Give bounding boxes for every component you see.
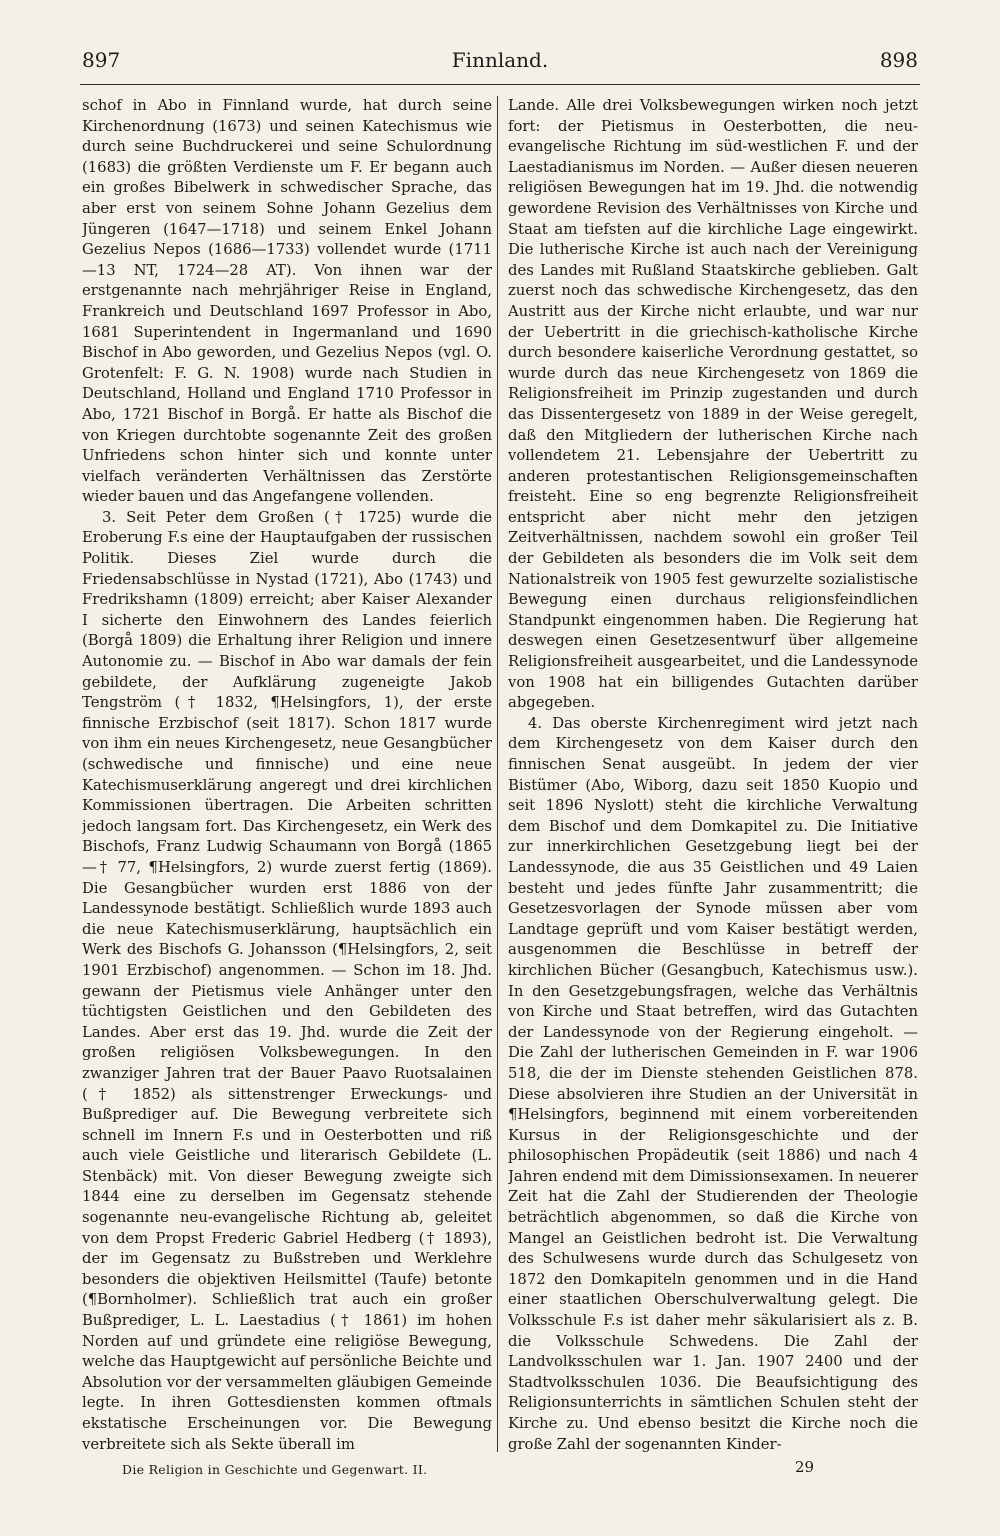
paragraph: Lande. Alle drei Volksbewegungen wirken noch jetzt fort: der Pietismus in Oesterbotten, die neu-evangelische Richtung im süd-westlichen F. und der Laestadianismus im Norden. — Außer diesen neueren religiösen Bewegungen hat im 19. Jhd. die notwendig gewordene Revision des Verhältnisses von Kirche und Staat am tiefsten auf die kirchliche Lage eingewirkt. Die lutherische Kirche ist auch nach der Vereinigung des Landes mit Rußland Staatskirche geblieben. Galt zuerst noch das schwedische Kirchengesetz, das den Austritt aus der Kirche nicht erlaubte, und war nur der Uebertritt in die griechisch-katholische Kirche durch besondere kaiserliche Verordnung gestattet, so wurde durch das neue Kirchengesetz von 1869 die Religionsfreiheit im Prinzip zugestanden und durch das Dissentergesetz von 1889 in der Weise geregelt, daß den Mitgliedern der lutherischen Kirche nach vollendetem 21. Lebensjahre der Uebertritt zu anderen protestantischen Religionsgemeinschaften freisteht. Eine so eng begrenzte Religionsfreiheit entspricht aber nicht mehr den jetzigen Zeitverhältnissen, nachdem sowohl ein großer Teil der Gebildeten als besonders die im Volk seit dem Nationalstreik von 1905 fest gewurzelte sozialistische Bewegung einen durchaus religionsfeindlichen Standpunkt eingenommen haben. Die Regierung hat deswegen einen Gesetzesentwurf über allgemeine Religionsfreiheit ausgearbeitet, und die Landessynode von 1908 hat ein billigendes Gutachten darüber abgegeben. [508, 97, 918, 712]
page-number-left: 897 [82, 48, 121, 72]
paragraph: schof in Abo in Finnland wurde, hat durch seine Kirchenordnung (1673) und seinen Katechismus wie durch seine Buchdruckerei und seine Schulordnung (1683) die größten Verdienste um F. Er begann auch ein großes Bibelwerk in schwedischer Sprache, das aber erst von seinem Sohne Johann Gezelius dem Jüngeren (1647—1718) und seinem Enkel Johann Gezelius Nepos (1686—1733) vollendet wurde (1711—13 NT, 1724—28 AT). Von ihnen war der erstgenannte nach mehrjähriger Reise in England, Frankreich und Deutschland 1697 Professor in Abo, 1681 Superintendent in Ingermanland und 1690 Bischof in Abo geworden, und Gezelius Nepos (vgl. O. Grotenfelt: F. G. N. 1908) wurde nach Studien in Deutschland, Holland und England 1710 Professor in Abo, 1721 Bischof in Borgå. Er hatte als Bischof die von Kriegen durchtobte sogenannte Zeit des großen Unfriedens schon hinter sich und konnte unter vielfach veränderten Verhältnissen das Zerstörte wieder bauen und das Angefangene vollenden. [82, 97, 492, 506]
signature-mark: 29 [795, 1458, 815, 1476]
left-column [82, 96, 492, 1454]
paragraph: 3. Seit Peter dem Großen († 1725) wurde die Eroberung F.s eine der Hauptaufgaben der russischen Politik. Dieses Ziel wurde durch die Friedensabschlüsse in Nystad (1721), Abo (1743) und Fredrikshamn (1809) erreicht; aber Kaiser Alexander I sicherte den Einwohnern des Landes feierlich (Borgå 1809) die Erhaltung ihrer Religion und innere Autonomie zu. — Bischof in Abo war damals der fein gebildete, der Aufklärung zugeneigte Jakob Tengström († 1832, ¶Helsingfors, 1), der erste finnische Erzbischof (seit 1817). Schon 1817 wurde von ihm ein neues Kirchengesetz, neue Gesangbücher (schwedische und finnische) und eine neue Katechismuserklärung angeregt und drei kirchlichen Kommissionen übertragen. Die Arbeiten schritten jedoch langsam fort. Das Kirchengesetz, ein Werk des Bischofs, Franz Ludwig Schaumann von Borgå (1865 —† 77, ¶Helsingfors, 2) wurde zuerst fertig (1869). Die Gesangbücher wurden erst 1886 von der Landessynode bestätigt. Schließlich wurde 1893 auch die neue Katechismuserklärung, hauptsächlich ein Werk des Bischofs G. Johansson (¶Helsingfors, 2, seit 1901 Erzbischof) angenommen. — Schon im 18. Jhd. gewann der Pietismus viele Anhänger unter den tüchtigsten Geistlichen und den Gebildeten des Landes. Aber erst das 19. Jhd. wurde die Zeit der großen religiösen Volksbewegungen. In den zwanziger Jahren trat der Bauer Paavo Ruotsalainen († 1852) als sittenstrenger Erweckungs- und Bußprediger auf. Die Bewegung verbreitete sich schnell im Innern F.s und in Oesterbotten und riß auch viele Geistliche und literarisch Gebildete (L. Stenbäck) mit. Von dieser Bewegung zweigte sich 1844 eine zu derselben im Gegensatz stehende sogenannte neu-evangelische Richtung ab, geleitet von dem Propst Frederic Gabriel Hedberg († 1893), der im Gegensatz zu Bußstreben und Werklehre besonders die objektiven Heilsmittel (Taufe) betonte (¶Bornholmer). Schließlich trat auch ein großer Bußprediger, L. L. Laestadius († 1861) im hohen Norden auf und gründete eine religiöse Bewegung, welche das Hauptgewicht auf persönliche Beichte und Absolution vor der versammelten gläubigen Gemeinde legte. In ihren Gottesdiensten kommen oftmals ekstatische Erscheinungen vor. Die Bewegung verbreitete sich als Sekte überall im [82, 508, 492, 1453]
header-rule [80, 84, 920, 85]
footer-book-title: Die Religion in Geschichte und Gegenwart. II. [122, 1462, 428, 1477]
running-title: Finnland. [451, 48, 549, 72]
running-header [82, 48, 918, 80]
paragraph: 4. Das oberste Kirchenregiment wird jetzt nach dem Kirchengesetz von dem Kaiser durch den finnischen Senat ausgeübt. In jedem der vier Bistümer (Abo, Wiborg, dazu seit 1850 Kuopio und seit 1896 Nyslott) steht die kirchliche Verwaltung dem Bischof und dem Domkapitel zu. Die Initiative zur innerkirchlichen Gesetzgebung liegt bei der Landessynode, die aus 35 Geistlichen und 49 Laien besteht und jedes fünfte Jahr zusammentritt; die Gesetzesvorlagen der Synode müssen aber vom Landtage geprüft und vom Kaiser bestätigt werden, ausgenommen die Beschlüsse in betreff der kirchlichen Bücher (Gesangbuch, Katechismus usw.). In den Gesetzgebungsfragen, welche das Verhältnis von Kirche und Staat betreffen, wird das Gutachten der Landessynode von der Regierung eingeholt. — Die Zahl der lutherischen Gemeinden in F. war 1906 518, die der im Dienste stehenden Geistlichen 878. Diese absolvieren ihre Studien an der Universität in ¶Helsingfors, beginnend mit einem vorbereitenden Kursus in der Religionsgeschichte und der philosophischen Propädeutik (seit 1886) und nach 4 Jahren endend mit dem Dimissionsexamen. In neuerer Zeit hat die Zahl der Studierenden der Theologie beträchtlich abgenommen, so daß die Kirche von Mangel an Geistlichen bedroht ist. Die Verwaltung des Schulwesens wurde durch das Schulgesetz von 1872 den Domkapiteln genommen und in die Hand einer staatlichen Oberschulverwaltung gelegt. Die Volksschule F.s ist daher mehr säkularisiert als z. B. die Volksschule Schwedens. Die Zahl der Landvolksschulen war 1. Jan. 1907 2400 und der Stadtvolksschulen 1036. Die Beaufsichtigung des Religionsunterrichts in sämtlichen Schulen steht der Kirche zu. Und ebenso besitzt die Kirche noch die große Zahl der sogenannten Kinder- [508, 714, 918, 1453]
page-number-right: 898 [879, 48, 918, 72]
column-divider [497, 96, 498, 1452]
right-column [508, 96, 918, 1454]
